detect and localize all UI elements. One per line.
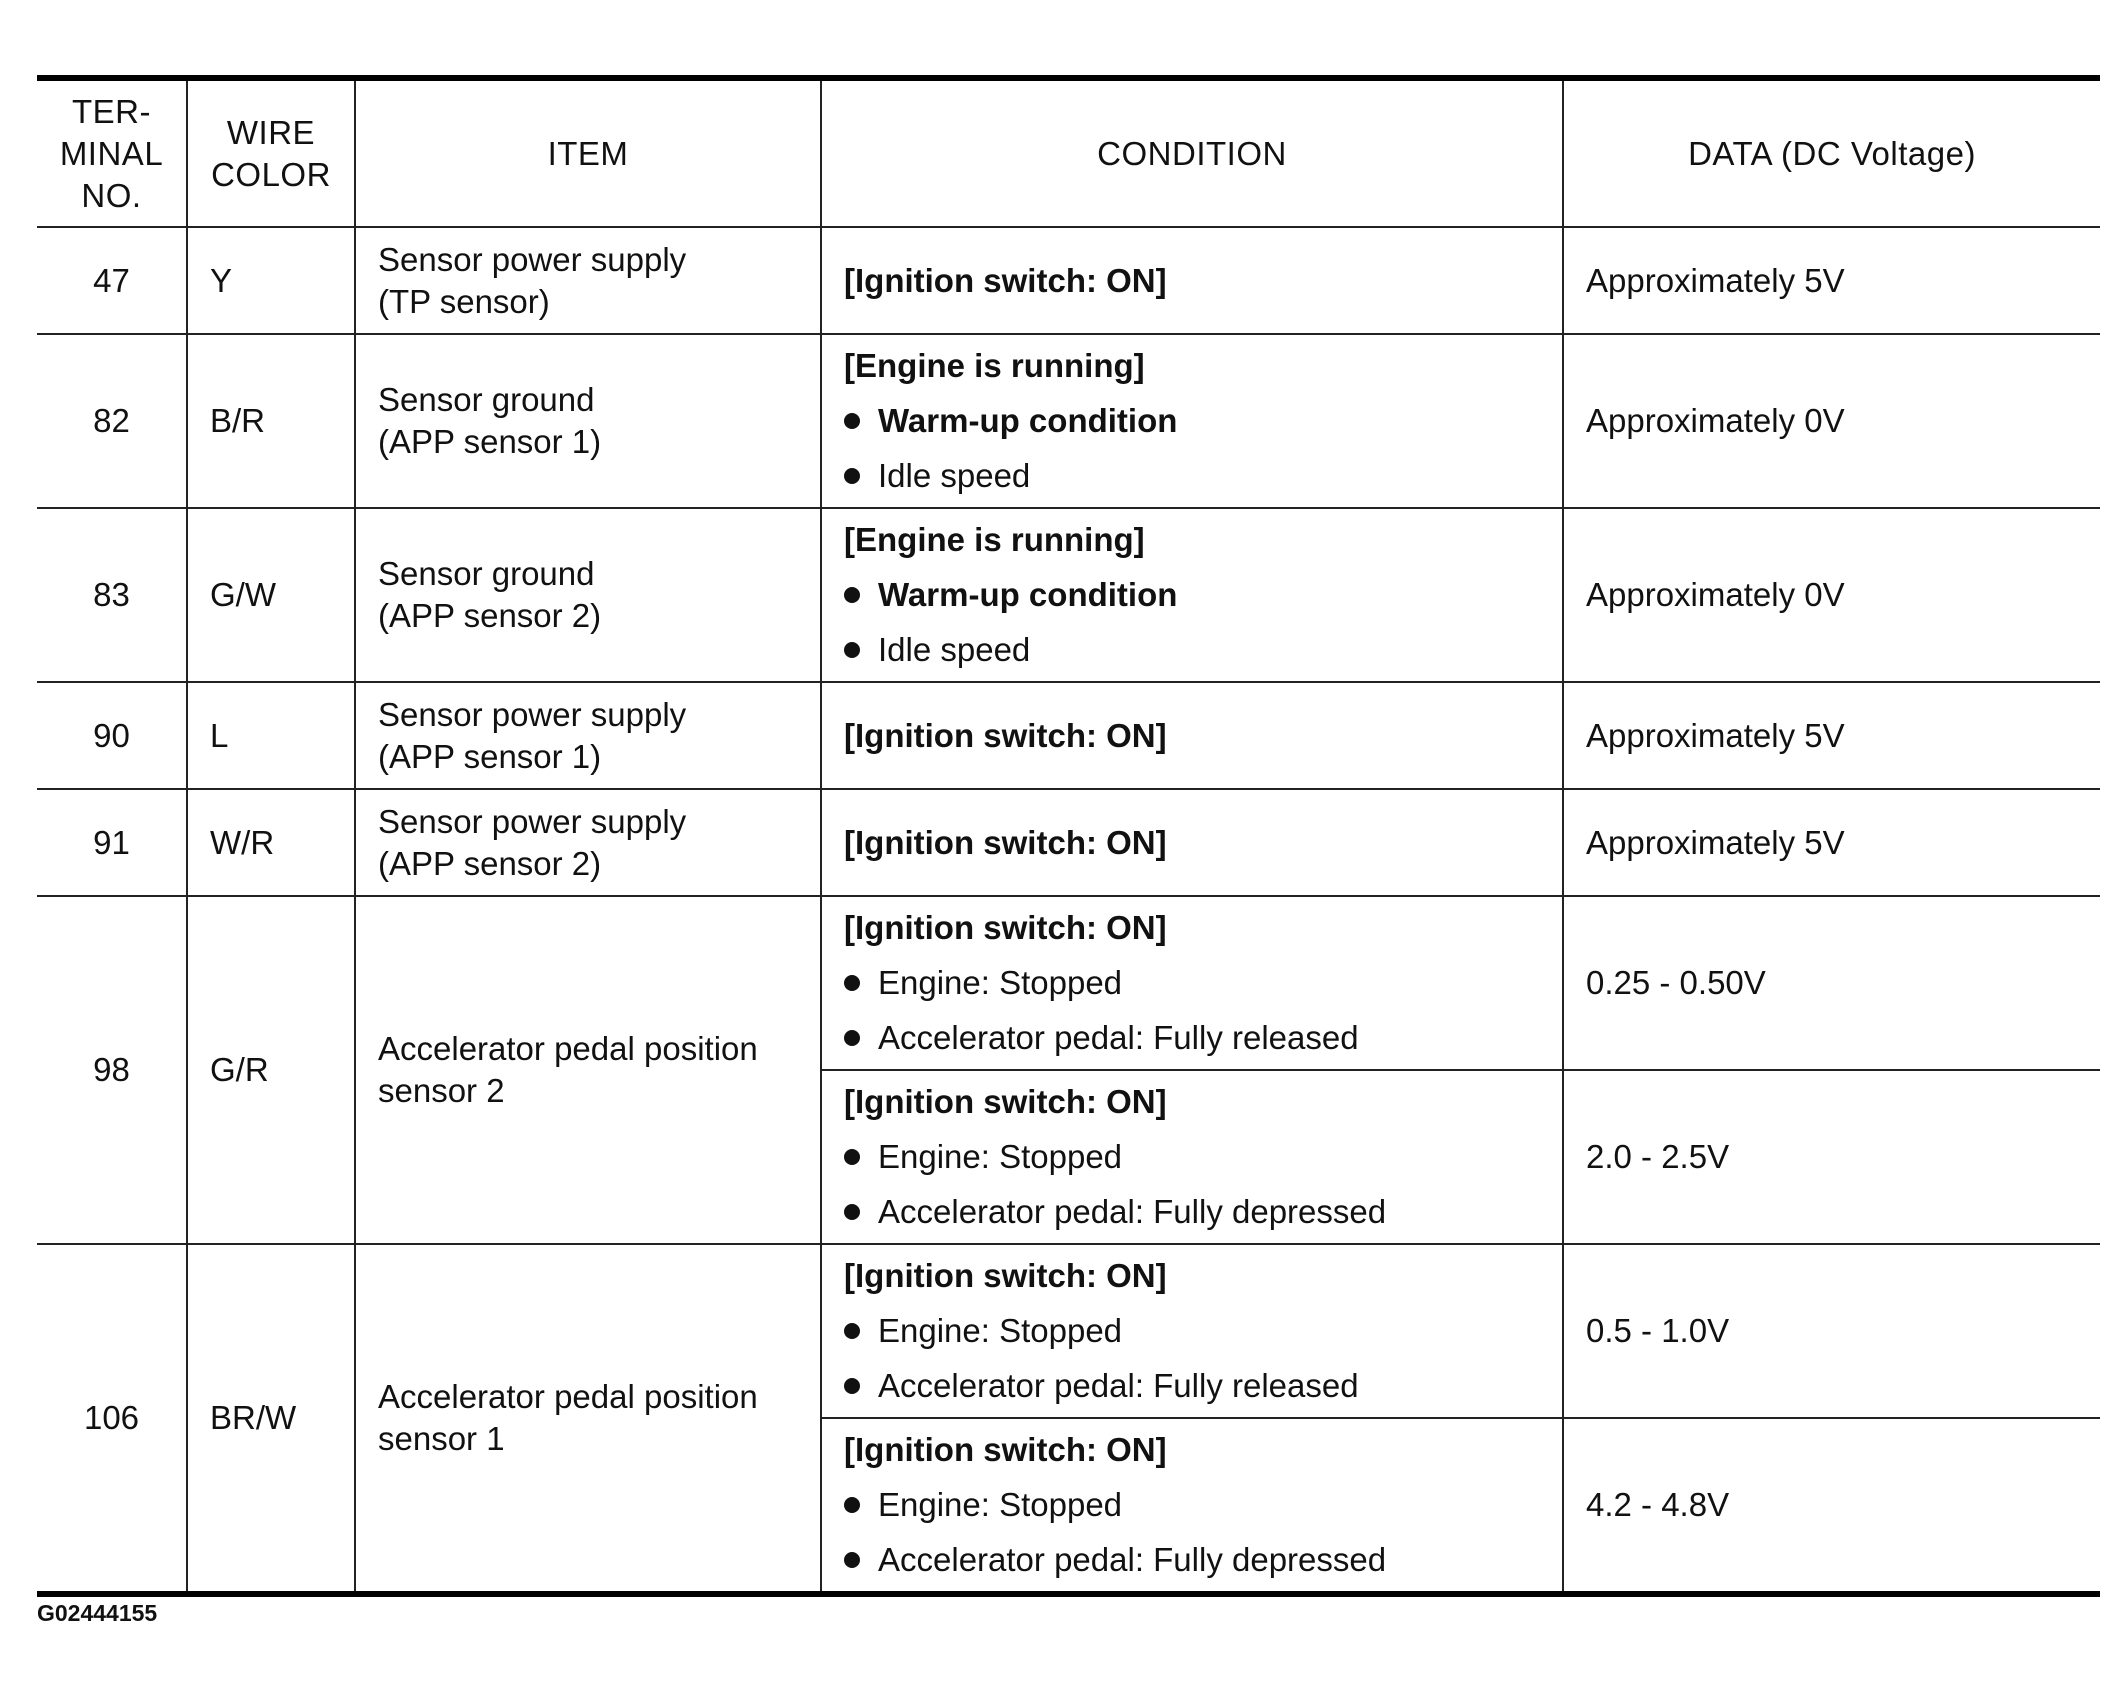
condition-bullet <box>844 1365 1561 1407</box>
header-wire-color <box>187 78 355 227</box>
condition-heading: [Ignition switch: ON] <box>844 1083 1167 1120</box>
terminal-data-table <box>37 75 2100 1597</box>
wire-color-cell: G/W <box>187 508 355 682</box>
data-cell: Approximately 0V <box>1563 508 2100 682</box>
header-terminal-no <box>37 78 187 227</box>
bullet-dot-icon <box>844 1378 860 1394</box>
condition-bullet <box>844 1017 1561 1059</box>
bullet-dot-icon <box>844 587 860 603</box>
condition-bullet <box>844 455 1561 497</box>
data-cell: 4.2 - 4.8V <box>1563 1418 2100 1594</box>
condition-bullet <box>844 962 1561 1004</box>
table-row <box>37 682 2100 789</box>
wire-color-cell: W/R <box>187 789 355 896</box>
terminal-cell: 83 <box>37 508 187 682</box>
data-cell: Approximately 5V <box>1563 227 2100 334</box>
item-cell <box>355 682 821 789</box>
terminal-cell: 106 <box>37 1244 187 1594</box>
bullet-dot-icon <box>844 1030 860 1046</box>
item-line: Sensor ground <box>378 555 595 592</box>
condition-bullet <box>844 400 1561 442</box>
condition-heading: [Ignition switch: ON] <box>844 823 1167 861</box>
table-row <box>37 227 2100 334</box>
bullet-dot-icon <box>844 413 860 429</box>
figure-id: G02444155 <box>37 1600 158 1626</box>
header-terminal-line3: NO. <box>81 176 142 214</box>
condition-heading: [Ignition switch: ON] <box>844 1431 1167 1468</box>
condition-heading: [Ignition switch: ON] <box>844 909 1167 946</box>
bullet-dot-icon <box>844 1552 860 1568</box>
item-cell <box>355 334 821 508</box>
bullet-text: Accelerator pedal: Fully released <box>878 1019 1359 1056</box>
header-data: DATA (DC Voltage) <box>1563 78 2100 227</box>
condition-heading: [Engine is running] <box>844 521 1145 558</box>
bullet-dot-icon <box>844 1204 860 1220</box>
bullet-text: Accelerator pedal: Fully depressed <box>878 1193 1387 1230</box>
table-row <box>37 508 2100 682</box>
bullet-text: Engine: Stopped <box>878 1312 1123 1349</box>
bullet-dot-icon <box>844 975 860 991</box>
data-cell: 0.5 - 1.0V <box>1563 1244 2100 1418</box>
condition-cell <box>821 227 1563 334</box>
item-line: Accelerator pedal position <box>378 1030 758 1067</box>
condition-bullet <box>844 1310 1561 1352</box>
item-line: (APP sensor 1) <box>378 423 602 460</box>
data-cell: 2.0 - 2.5V <box>1563 1070 2100 1244</box>
terminal-cell: 91 <box>37 789 187 896</box>
bullet-text: Warm-up condition <box>878 576 1178 613</box>
bullet-text: Engine: Stopped <box>878 1486 1123 1523</box>
data-cell: Approximately 5V <box>1563 682 2100 789</box>
condition-cell <box>821 1418 1563 1594</box>
item-line: Accelerator pedal position <box>378 1378 758 1415</box>
condition-cell <box>821 1244 1563 1418</box>
item-line: sensor 1 <box>378 1420 505 1457</box>
table-row <box>37 334 2100 508</box>
header-row <box>37 78 2100 227</box>
bullet-dot-icon <box>844 1497 860 1513</box>
data-cell: 0.25 - 0.50V <box>1563 896 2100 1070</box>
header-condition: CONDITION <box>821 78 1563 227</box>
item-cell <box>355 789 821 896</box>
condition-cell <box>821 1070 1563 1244</box>
condition-bullet <box>844 574 1561 616</box>
header-terminal-line1: TER- <box>72 92 151 130</box>
item-cell <box>355 896 821 1244</box>
bullet-text: Engine: Stopped <box>878 1138 1123 1175</box>
terminal-data-sheet <box>37 75 2100 1597</box>
table-row <box>37 896 2100 1070</box>
bullet-dot-icon <box>844 642 860 658</box>
condition-bullet <box>844 1539 1561 1581</box>
wire-color-cell: B/R <box>187 334 355 508</box>
bullet-text: Engine: Stopped <box>878 964 1123 1001</box>
header-wire-line2: COLOR <box>211 155 331 193</box>
item-line: (APP sensor 1) <box>378 737 602 775</box>
item-line: Sensor ground <box>378 381 595 418</box>
wire-color-cell: G/R <box>187 896 355 1244</box>
item-cell <box>355 1244 821 1594</box>
terminal-cell: 47 <box>37 227 187 334</box>
data-cell: Approximately 5V <box>1563 789 2100 896</box>
data-cell: Approximately 0V <box>1563 334 2100 508</box>
item-line: Sensor power supply <box>378 802 687 840</box>
bullet-dot-icon <box>844 468 860 484</box>
condition-heading: [Ignition switch: ON] <box>844 716 1167 754</box>
item-line: Sensor power supply <box>378 695 687 733</box>
bullet-text: Warm-up condition <box>878 402 1178 439</box>
item-line: Sensor power supply <box>378 240 687 278</box>
condition-heading: [Ignition switch: ON] <box>844 261 1167 299</box>
bullet-dot-icon <box>844 1149 860 1165</box>
wire-color-cell: Y <box>187 227 355 334</box>
bullet-dot-icon <box>844 1323 860 1339</box>
header-terminal-line2: MINAL <box>59 134 164 172</box>
bullet-text: Accelerator pedal: Fully released <box>878 1367 1359 1404</box>
item-line: sensor 2 <box>378 1072 505 1109</box>
item-line: (APP sensor 2) <box>378 597 602 634</box>
condition-bullet <box>844 1191 1561 1233</box>
table-row <box>37 789 2100 896</box>
terminal-cell: 90 <box>37 682 187 789</box>
condition-bullet <box>844 1136 1561 1178</box>
bullet-text: Accelerator pedal: Fully depressed <box>878 1541 1387 1578</box>
item-cell <box>355 508 821 682</box>
item-line: (TP sensor) <box>378 282 550 320</box>
condition-cell <box>821 334 1563 508</box>
wire-color-cell: BR/W <box>187 1244 355 1594</box>
condition-cell <box>821 789 1563 896</box>
condition-cell <box>821 896 1563 1070</box>
wire-color-cell: L <box>187 682 355 789</box>
terminal-cell: 82 <box>37 334 187 508</box>
condition-heading: [Engine is running] <box>844 347 1145 384</box>
condition-bullet <box>844 1484 1561 1526</box>
condition-cell <box>821 682 1563 789</box>
condition-heading: [Ignition switch: ON] <box>844 1257 1167 1294</box>
header-item: ITEM <box>355 78 821 227</box>
condition-cell <box>821 508 1563 682</box>
table-row <box>37 1244 2100 1418</box>
item-line: (APP sensor 2) <box>378 844 602 882</box>
condition-bullet <box>844 629 1561 671</box>
terminal-cell: 98 <box>37 896 187 1244</box>
bullet-text: Idle speed <box>878 457 1031 494</box>
item-cell <box>355 227 821 334</box>
bullet-text: Idle speed <box>878 631 1031 668</box>
header-wire-line1: WIRE <box>226 113 316 151</box>
